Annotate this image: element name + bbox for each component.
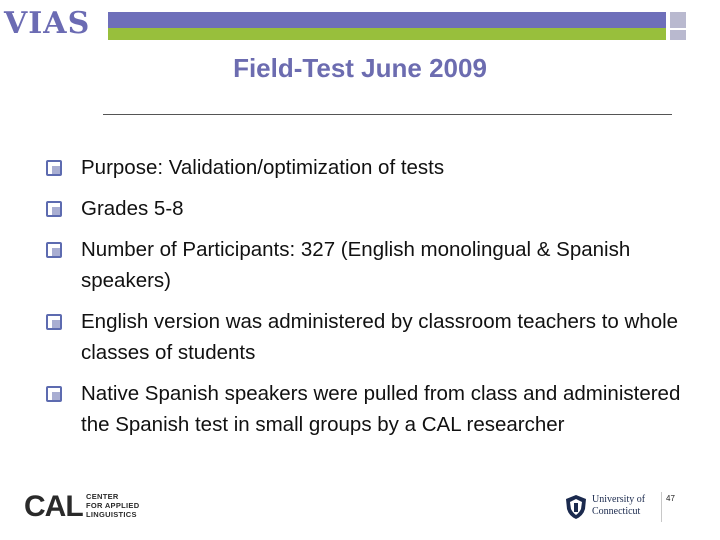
header-band-purple — [108, 12, 666, 28]
slide-title: Field-Test June 2009 — [233, 53, 487, 83]
hollow-square-bullet-icon — [46, 314, 62, 330]
bullet-item — [44, 378, 694, 440]
cal-logo-mark: CAL — [24, 490, 83, 523]
bullet-list — [44, 152, 694, 450]
footer-divider — [661, 492, 662, 522]
cal-logo-words: CENTER FOR APPLIED LINGUISTICS — [86, 492, 140, 519]
hollow-square-bullet-icon — [46, 201, 62, 217]
bullet-text: Purpose: Validation/optimization of tests — [81, 156, 445, 179]
cal-logo — [24, 490, 154, 526]
hollow-square-bullet-icon — [46, 386, 62, 402]
header-square-top — [670, 12, 686, 28]
title-divider — [103, 114, 672, 115]
header-band-green — [108, 28, 666, 40]
page-number: 47 — [666, 494, 675, 503]
bullet-item — [44, 234, 694, 296]
bullet-text: Grades 5-8 — [81, 197, 184, 220]
header-square-bottom — [670, 30, 686, 40]
uconn-logo-text: University of Connecticut — [592, 494, 646, 517]
hollow-square-bullet-icon — [46, 242, 62, 258]
vias-logo: VIAS — [4, 6, 91, 41]
hollow-square-bullet-icon — [46, 160, 62, 176]
uconn-logo — [564, 492, 664, 524]
bullet-item — [44, 193, 694, 224]
bullet-text: English version was administered by classroom teachers to whole classes of students — [81, 310, 679, 364]
bullet-text: Native Spanish speakers were pulled from class and administered the Spanish test in small groups by a CAL researcher — [81, 382, 681, 436]
uconn-seal-icon — [564, 494, 588, 520]
bullet-text: Number of Participants: 327 (English monolingual & Spanish speakers) — [81, 238, 631, 292]
bullet-item — [44, 152, 694, 183]
bullet-item — [44, 306, 694, 368]
